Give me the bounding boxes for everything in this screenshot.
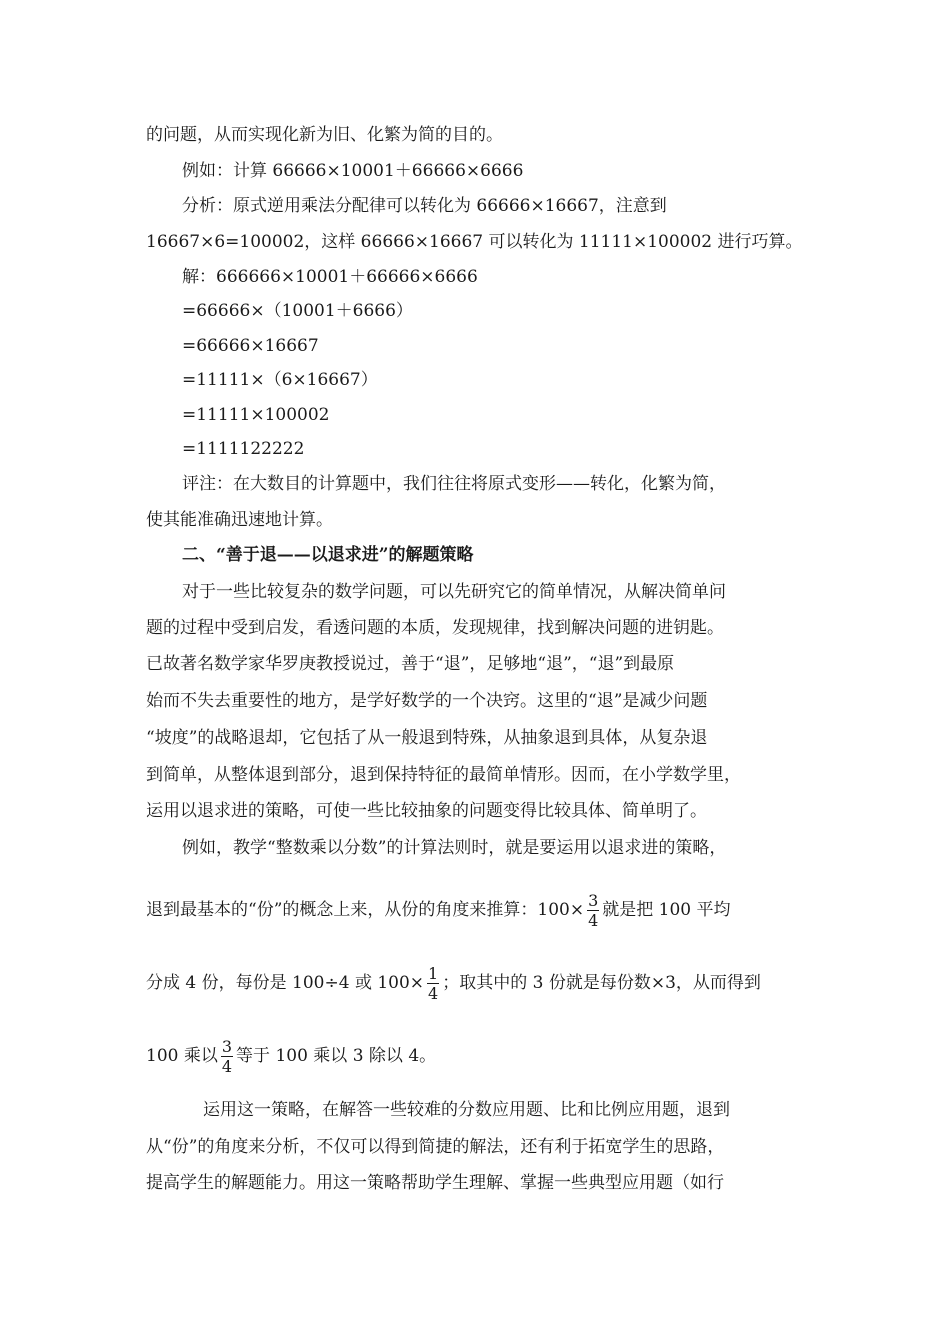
- example-text-part: 退到最基本的“份”的概念上来，从份的角度来推算：100×: [146, 900, 585, 920]
- fraction-denominator: 4: [588, 911, 599, 930]
- fraction-denominator: 4: [221, 1057, 233, 1076]
- example-text-fraction-line: [146, 963, 806, 1003]
- solution-step: 解：666666×10001＋66666×6666: [182, 267, 478, 287]
- example-text-part: 就是把 100 平均: [602, 900, 731, 920]
- solution-step: =66666×16667: [182, 336, 319, 356]
- example-text-part: 等于 100 乘以 3 除以 4。: [236, 1046, 437, 1066]
- analysis-text-cont: 16667×6=100002，这样 66666×16667 可以转化为 11111×100002 进行巧算。: [146, 232, 803, 252]
- fraction-numerator: 3: [588, 891, 599, 910]
- closing-line: 运用这一策略，在解答一些较难的分数应用题、比和比例应用题，退到: [203, 1100, 730, 1120]
- fraction-three-quarters: [221, 1037, 233, 1076]
- analysis-text: 分析：原式逆用乘法分配律可以转化为 66666×16667，注意到: [182, 196, 667, 216]
- solution-step: =11111×（6×16667）: [182, 370, 378, 390]
- example-text-fraction-line: [146, 890, 806, 930]
- fraction-numerator: 1: [428, 964, 439, 983]
- section-heading: 二、“善于退——以退求进”的解题策略: [182, 545, 474, 565]
- comment-text-cont: 使其能准确迅速地计算。: [146, 510, 333, 530]
- closing-line: 从“份”的角度来分析，不仅可以得到简捷的解法，还有利于拓宽学生的思路，: [146, 1137, 725, 1157]
- paragraph-line: 运用以退求进的策略，可使一些比较抽象的问题变得比较具体、简单明了。: [146, 801, 707, 821]
- fraction-numerator: 3: [221, 1037, 233, 1056]
- paragraph-line: 题的过程中受到启发，看透问题的本质，发现规律，找到解决问题的进钥匙。: [146, 618, 724, 638]
- paragraph-line: 对于一些比较复杂的数学问题，可以先研究它的简单情况，从解决简单问: [182, 582, 726, 602]
- paragraph-line: 已故著名数学家华罗庚教授说过，善于“退”，足够地“退”，“退”到最原: [146, 654, 675, 674]
- paragraph-line: “坡度”的战略退却，它包括了从一般退到特殊，从抽象退到具体，从复杂退: [146, 728, 708, 748]
- example-prompt: 例如：计算 66666×10001＋66666×6666: [182, 161, 524, 181]
- example-text-fraction-line: [146, 1036, 806, 1076]
- solution-step: =66666×（10001＋6666）: [182, 301, 413, 321]
- example-text: 例如，教学“整数乘以分数”的计算法则时，就是要运用以退求进的策略，: [182, 838, 727, 858]
- intro-text: 的问题，从而实现化新为旧、化繁为简的目的。: [146, 125, 503, 145]
- fraction-denominator: 4: [428, 984, 439, 1003]
- paragraph-line: 始而不失去重要性的地方，是学好数学的一个决窍。这里的“退”是减少问题: [146, 691, 708, 711]
- example-text-part: 分成 4 份，每份是 100÷4 或 100×: [146, 973, 425, 993]
- solution-step: =11111×100002: [182, 405, 330, 425]
- closing-line: 提高学生的解题能力。用这一策略帮助学生理解、掌握一些典型应用题（如行: [146, 1173, 724, 1193]
- fraction-three-quarters: [587, 891, 599, 930]
- paragraph-line: 到简单，从整体退到部分，退到保持特征的最简单情形。因而，在小学数学里，: [146, 765, 741, 785]
- solution-step: =1111122222: [182, 439, 305, 459]
- example-text-part: 100 乘以: [146, 1046, 218, 1066]
- example-text-part: ；取其中的 3 份就是每份数×3，从而得到: [442, 973, 761, 993]
- comment-text: 评注：在大数目的计算题中，我们往往将原式变形——转化，化繁为简，: [182, 474, 726, 494]
- fraction-one-quarter: [427, 964, 439, 1003]
